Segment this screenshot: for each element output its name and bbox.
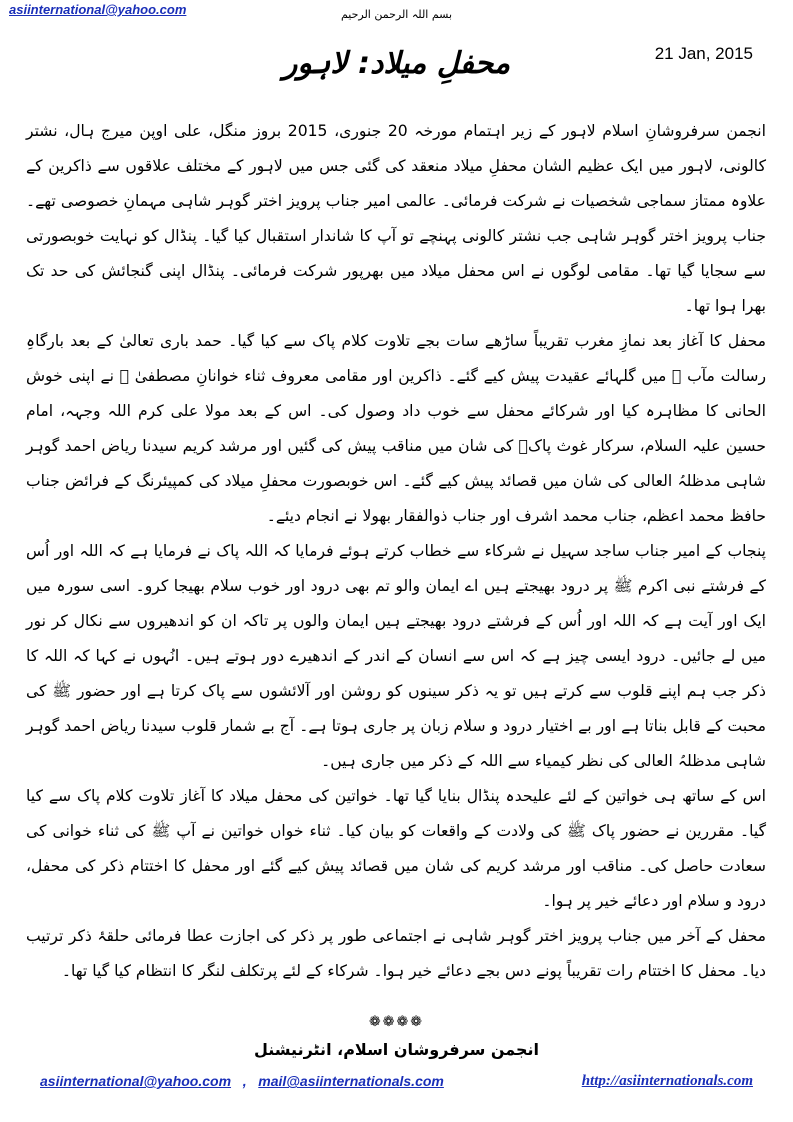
article-date: 21 Jan, 2015 [654, 44, 753, 63]
article-title: محفلِ میلاد: لاہور [282, 46, 511, 81]
organization-name: انجمن سرفروشان اسلام، انٹرنیشنل [253, 1040, 540, 1059]
article-paragraph-2: محفل کا آغاز بعد نمازِ مغرب تقریباً ساڑھے سات بجے تلاوت کلام پاک سے کیا گیا۔ حمد باری تعالیٰ کے بعد بارگاہِ رسالت مآب ﷺ میں گلہائے عقیدت پیش کیے گئے۔ ذاکرین اور مقامی معروف ثناء خوانانِ مصطفیٰ ﷺ نے اپنی خوش الحانی کا مظاہرہ کیا اور شرکائے محفل سے خوب داد وصول کی۔ اس کے بعد مولا علی کرم اللہ وجہہ، امام حسین علیہ السلام، سرکار غوث پاکؓ کی شان میں مناقب پیش کی گئیں اور مرشد کریم سیدنا ریاض احمد گوہر شاہی مدظلہُ العالی کی شان میں قصائد پیش کیے گئے۔ اس خوبصورت محفلِ میلاد کی کمپیئرنگ کے فرائض جناب حافظ محمد اعظم، جناب محمد اشرف اور جناب ذوالفقار بھولا نے انجام دیئے۔ [26, 332, 766, 525]
bismillah-heading: بسم اللہ الرحمن الرحیم [340, 8, 453, 21]
article-paragraph-5: محفل کے آخر میں جناب پرویز اختر گوہر شاہی نے اجتماعی طور پر ذکر کی اجازت عطا فرمائی حلقۂ ذکر ترتیب دیا۔ محفل کا اختتام رات تقریباً پونے دس بجے دعائے خیر ہوا۔ شرکاء کے لئے پرتکلف لنگر کا انتظام کیا گیا تھا۔ [26, 927, 766, 980]
footer-email-link-1[interactable]: asiinternational@yahoo.com [40, 1073, 232, 1089]
footer-separator: , [242, 1073, 247, 1089]
footer-website-link[interactable]: http://asiinternationals.com [581, 1073, 753, 1089]
footer-contacts [40, 1073, 444, 1089]
footer-email-link-2[interactable]: mail@asiinternationals.com [258, 1073, 444, 1089]
article-paragraph-4: اس کے ساتھ ہی خواتین کے لئے علیحدہ پنڈال بنایا گیا تھا۔ خواتین کی محفل میلاد کا آغاز تلاوت کلام پاک سے کیا گیا۔ مقررین نے حضور پاک ﷺ کی ولادت کے واقعات کو بیان کیا۔ ثناء خواں خواتین نے آپ ﷺ کی ثناء خوانی کی سعادت حاصل کی۔ مناقب اور مرشد کریم کی شان میں قصائد پیش کیے گئے اور محفل کا اختتام ذکر کی محفل، درود و سلام اور دعائے خیر پر ہوا۔ [26, 787, 766, 910]
article-body [26, 114, 766, 989]
flower-ornament-icon: ❁❁❁❁ [369, 1014, 424, 1030]
header-email-link[interactable]: asiinternational@yahoo.com [9, 2, 187, 17]
article-paragraph-3: پنجاب کے امیر جناب ساجد سہیل نے شرکاء سے خطاب کرتے ہوئے فرمایا کہ اللہ پاک نے فرمایا ہے کہ اللہ اور اُس کے فرشتے نبی اکرم ﷺ پر درود بھیجتے ہیں اے ایمان والو تم بھی درود اور خوب سلام بھیجا کرو۔ اسی سورہ میں ایک اور آیت ہے کہ اللہ اور اُس کے فرشتے درود بھیجتے ہیں ایمان والوں پر تاکہ ان کو اندھیروں سے نکال کر نور میں لے جائیں۔ درود ایسی چیز ہے کہ اس سے انسان کے اندر کے اندھیرے دور ہوتے ہیں۔ انُہوں نے کہا کہ اللہ کا ذکر جب ہم اپنے قلوب سے کرتے ہیں تو یہ ذکر سینوں کو روشن اور آلائشوں سے پاک کرتا ہے اور حضور ﷺ کی محبت کے قابل بناتا ہے اور بے اختیار درود و سلام زبان پر جاری ہوتا ہے۔ آج بے شمار قلوب سیدنا ریاض احمد گوہر شاہی مدظلہُ العالی کی نظر کیمیاء سے اللہ کے ذکر میں جاری ہیں۔ [26, 542, 766, 770]
article-paragraph-1: انجمن سرفروشانِ اسلام لاہور کے زیر اہتمام مورخہ 20 جنوری، 2015 بروز منگل، علی اوپن میرج ہال، نشتر کالونی، لاہور میں ایک عظیم الشان محفلِ میلاد منعقد کی گئی جس میں لاہور کے مختلف علاقوں سے ذاکرین کے علاوہ ممتاز سماجی شخصیات نے شرکت فرمائی۔ عالمی امیر جناب پرویز اختر گوہر شاہی مہمانِ خصوصی تھے۔ جناب پرویز اختر گوہر شاہی جب نشتر کالونی پہنچے تو آپ کا شاندار استقبال کیا گیا۔ پنڈال کو نہایت خوبصورتی سے سجایا گیا تھا۔ مقامی لوگوں نے اس محفل میلاد میں بھرپور شرکت فرمائی۔ پنڈال اپنی گنجائش کی حد تک بھرا ہوا تھا۔ [26, 122, 766, 315]
